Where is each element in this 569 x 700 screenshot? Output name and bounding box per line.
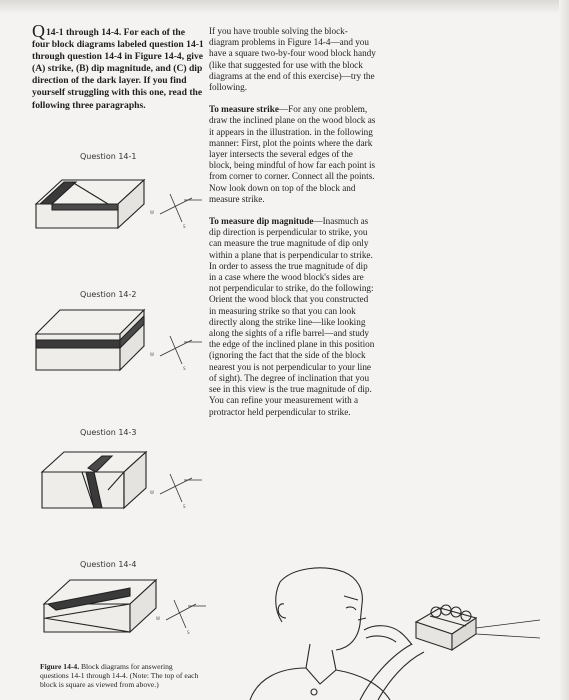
- figure-caption-text: Block diagrams for answering questions 14-1 through 14-4. (Note: The top of each block is square as viewed from above.): [40, 662, 199, 689]
- compass-west: W: [150, 352, 154, 357]
- compass-west: W: [150, 490, 154, 495]
- block-diagram-14-2: [32, 290, 207, 380]
- strike-paragraph: [209, 104, 377, 205]
- block-diagram-14-4: [32, 560, 207, 650]
- diagram-label: Question 14-1: [80, 152, 137, 161]
- block-diagram-14-1: [32, 152, 207, 242]
- compass-south: S: [183, 504, 186, 509]
- question-mark-letter: Q: [32, 21, 45, 41]
- strike-heading: To measure strike: [209, 104, 279, 115]
- figure-caption: [40, 662, 202, 689]
- intro-paragraph: If you have trouble solving the block-diagram problems in Figure 14-4—and you have a square two-by-four wood block handy (like that suggested for use with the block diagrams at the end of this exercise)—try the following.: [209, 26, 376, 93]
- compass-south: S: [187, 630, 190, 635]
- person-sighting-block-illustration: [240, 560, 560, 700]
- question-intro-text: 14-1 through 14-4. For each of the four block diagrams labeled question 14-1 through question 14-4 in Figure 14-4, give (A) strike, (B) dip magnitude, and (C) dip direction of the dark layer. If you find yourself struggling with this one, read the following three paragraphs.: [32, 27, 204, 111]
- page-shadow-right: [559, 0, 569, 700]
- diagram-label: Question 14-4: [80, 560, 137, 569]
- dip-paragraph: [209, 216, 377, 418]
- diagram-label: Question 14-2: [80, 290, 137, 299]
- dip-text: —Inasmuch as dip direction is perpendicular to strike, you can measure the true magnitude of dip only within a plane that is perpendicular to strike. In order to assess the true magnitude of dip in a case where the wood block's sides are not perpendicular to strike, do the following: Orient the wood block that you constructed in measuring strike so that you can look directly along the strike line—like looking along the sights of a rifle barrel—and study the edge of the inclined plane in this position (ignoring the fact that the side of the block nearest you is not perpendicular to your line of sight). The degree of inclination that you see in this view is the true magnitude of dip. You can refine your measurement with a protractor held perpendicular to strike.: [209, 216, 375, 417]
- page-shadow-top: [0, 0, 569, 14]
- compass-west: W: [156, 616, 160, 621]
- dip-heading: To measure dip magnitude: [209, 216, 314, 227]
- question-intro: [32, 21, 204, 112]
- diagram-label: Question 14-3: [80, 428, 137, 437]
- right-column: [209, 26, 377, 418]
- figure-caption-title: Figure 14-4.: [40, 662, 80, 671]
- compass-south: S: [183, 366, 186, 371]
- block-diagram-14-3: [32, 428, 207, 518]
- compass-west: W: [150, 210, 154, 215]
- strike-text: —For any one problem, draw the inclined plane on the wood block as it appears in the illustration. in the following manner: First, plot the points where the dark layer intersects the several edges of the block, being mindful of how far each point is from corner to corner. Connect all the points. Now look down on top of the block and measure strike.: [209, 104, 376, 204]
- left-column: [32, 21, 204, 112]
- compass-south: S: [183, 224, 186, 229]
